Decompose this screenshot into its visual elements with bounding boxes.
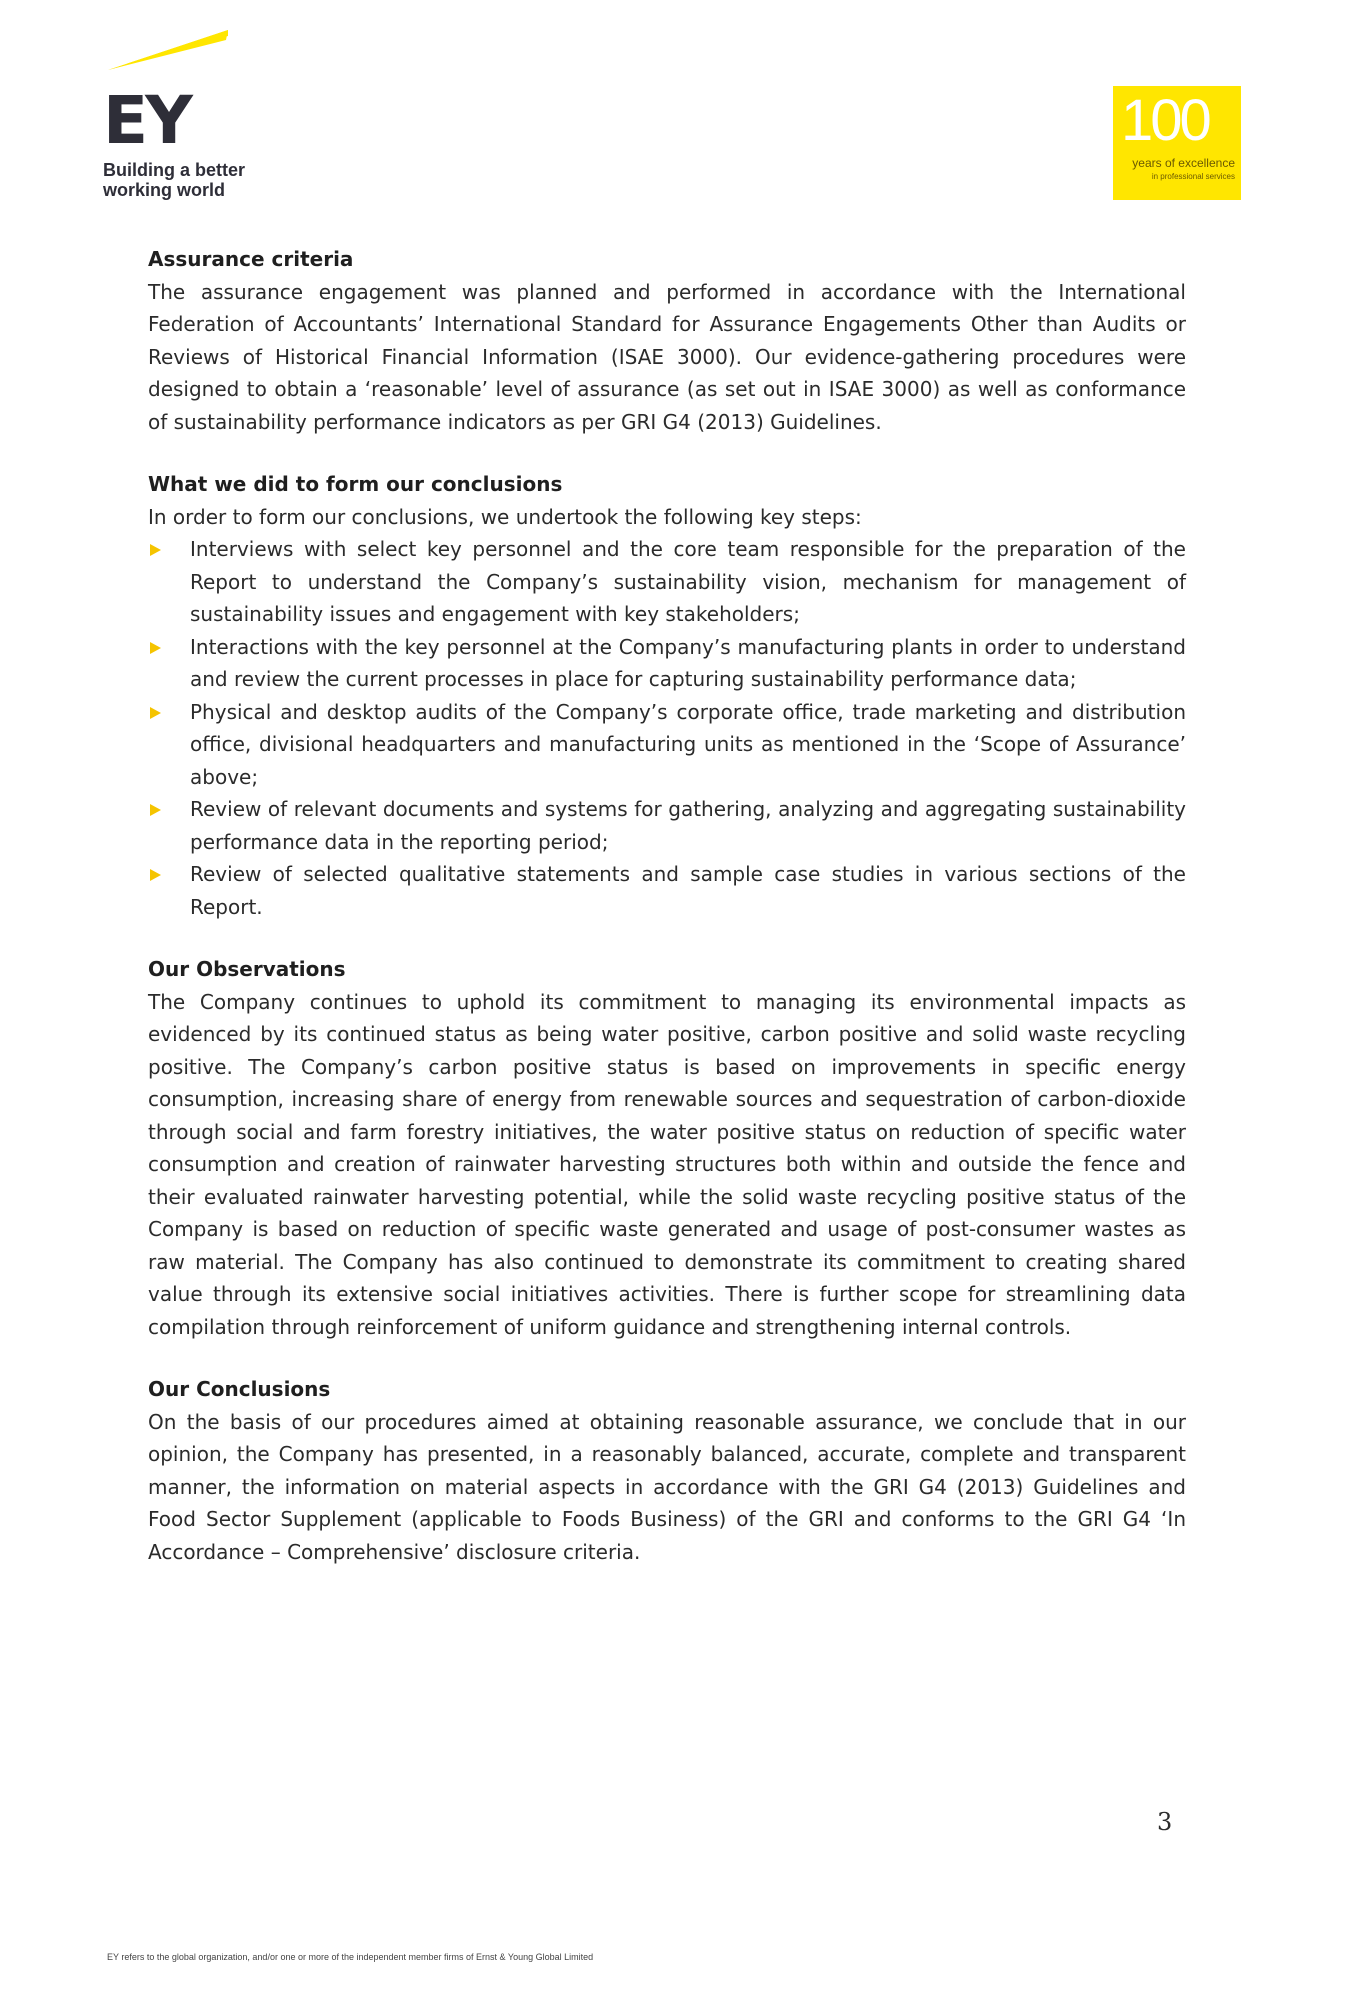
ey-logo-tagline: Building a better working world (103, 160, 246, 200)
triangle-bullet-icon (150, 642, 161, 654)
list-item (148, 858, 1186, 923)
list-item (148, 631, 1186, 696)
key-steps-list (148, 533, 1186, 923)
badge-number: 100 (1121, 88, 1209, 153)
list-item-text: Interactions with the key personnel at the Company’s manufacturing plants in order to understand and review the current processes in place for capturing sustainability performance data; (190, 634, 1186, 691)
list-item-text: Review of selected qualitative statements and sample case studies in various sections of the Report. (190, 862, 1186, 919)
list-item (148, 533, 1186, 631)
triangle-bullet-icon (150, 804, 161, 816)
ey-logo-mark: EY (103, 82, 190, 159)
document-body (148, 243, 1186, 1598)
list-item-text: Review of relevant documents and systems for gathering, analyzing and aggregating sustainability performance data in the reporting period; (190, 797, 1186, 854)
conclusions-section (148, 1373, 1186, 1568)
triangle-bullet-icon (150, 869, 161, 881)
list-item (148, 793, 1186, 858)
badge-line-1: years of excellence (1132, 156, 1235, 170)
footer-note: EY refers to the global organization, and/or one or more of the independent member firms of Ernst & Young Global Limited (107, 1952, 594, 1962)
section-intro: In order to form our conclusions, we undertook the following key steps: (148, 504, 862, 529)
section-heading: Assurance criteria (148, 247, 354, 271)
ey-logo (103, 30, 363, 210)
ey-beam-icon (108, 30, 228, 70)
badge-line-2: in professional services (1151, 172, 1235, 181)
triangle-bullet-icon (150, 707, 161, 719)
list-item-text: Physical and desktop audits of the Company’s corporate office, trade marketing and distribution office, divisional headquarters and manufacturing units as mentioned in the ‘Scope of Assurance’ above; (190, 699, 1186, 789)
triangle-bullet-icon (150, 544, 161, 556)
what-we-did-section (148, 468, 1186, 923)
page-number: 3 (1157, 1808, 1173, 1836)
section-paragraph: The Company continues to uphold its commitment to managing its environmental impacts as evidenced by its continued status as being water positive, carbon positive and solid waste recycling positive. The Company’s carbon positive status is based on improvements in specific energy consumption, increasing share of energy from renewable sources and sequestration of carbon-dioxide through social and farm forestry initiatives, the water positive status on reduction of specific water consumption and creation of rainwater harvesting structures both within and outside the fence and their evaluated rainwater harvesting potential, while the solid waste recycling positive status of the Company is based on reduction of specific waste generated and usage of post-consumer wastes as raw material. The Company has also continued to demonstrate its commitment to creating shared value through its extensive social initiatives activities. There is further scope for streamlining data compilation through reinforcement of uniform guidance and strengthening internal controls. (148, 989, 1186, 1339)
section-heading: Our Observations (148, 957, 346, 981)
section-heading: Our Conclusions (148, 1377, 331, 1401)
anniversary-badge (1113, 86, 1241, 200)
section-paragraph: The assurance engagement was planned and performed in accordance with the International Federation of Accountants’ International Standard for Assurance Engagements Other than Audits or Reviews of Historical Financial Information (ISAE 3000). Our evidence-gathering procedures were designed to obtain a ‘reasonable’ level of assurance (as set out in ISAE 3000) as well as conformance of sustainability performance indicators as per GRI G4 (2013) Guidelines. (148, 279, 1186, 434)
section-heading: What we did to form our conclusions (148, 472, 563, 496)
list-item (148, 696, 1186, 794)
list-item-text: Interviews with select key personnel and the core team responsible for the preparation of the Report to understand the Company’s sustainability vision, mechanism for management of sustainability issues and engagement with key stakeholders; (190, 537, 1186, 626)
section-paragraph: On the basis of our procedures aimed at obtaining reasonable assurance, we conclude that in our opinion, the Company has presented, in a reasonably balanced, accurate, complete and transparent manner, the information on material aspects in accordance with the GRI G4 (2013) Guidelines and Food Sector Supplement (applicable to Foods Business) of the GRI and conforms to the GRI G4 ‘In Accordance – Comprehensive’ disclosure criteria. (148, 1409, 1186, 1564)
assurance-criteria-section (148, 243, 1186, 438)
observations-section (148, 953, 1186, 1343)
